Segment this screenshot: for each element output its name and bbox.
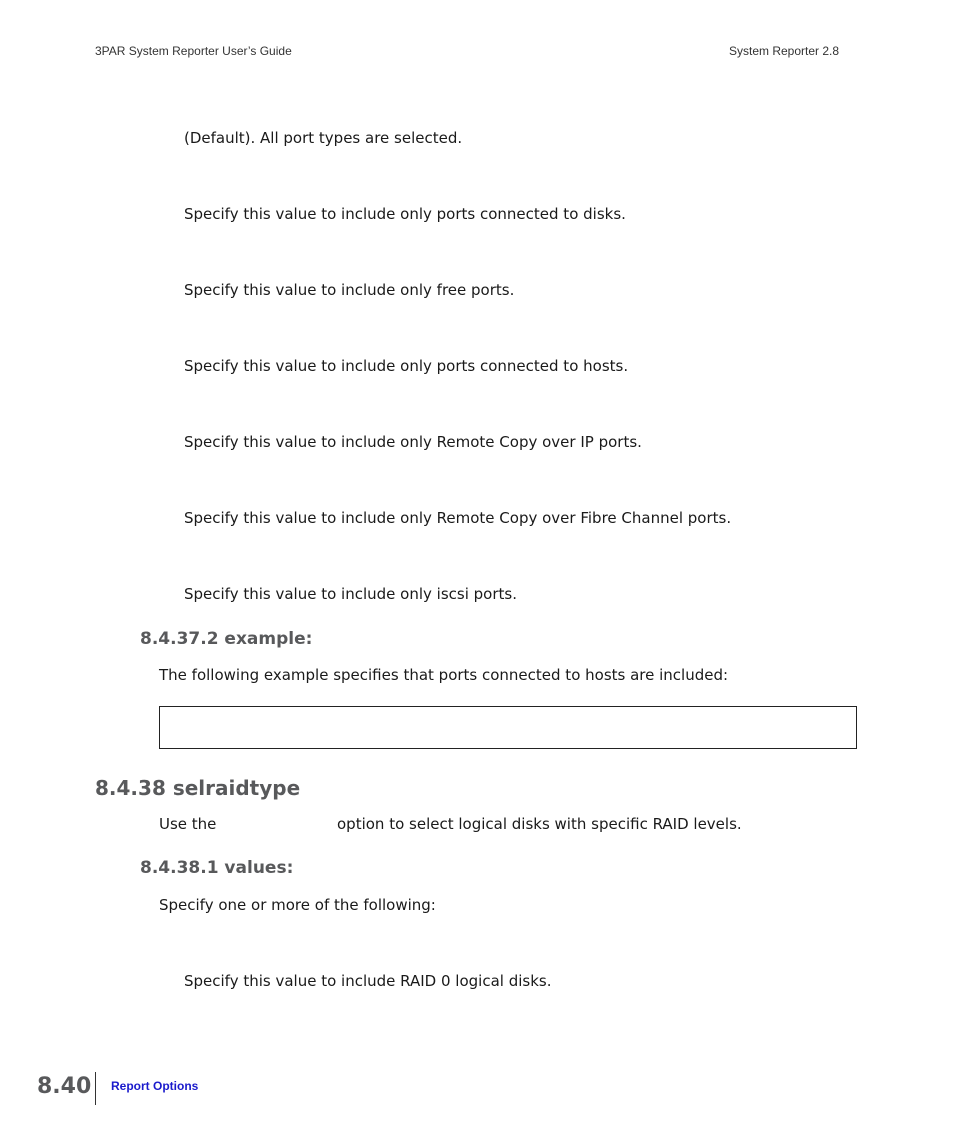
running-header-title: 3PAR System Reporter User’s Guide [95, 44, 292, 58]
footer-divider [95, 1072, 96, 1105]
selraidtype-values-heading: 8.4.38.1 values: [140, 858, 294, 878]
selraidtype-intro-before: Use the [159, 815, 217, 833]
port-type-free-description: Specify this value to include only free ports. [184, 281, 515, 299]
example-code-box [159, 706, 857, 749]
port-type-rcfc-description: Specify this value to include only Remote Copy over Fibre Channel ports. [184, 509, 732, 527]
raid-0-description: Specify this value to include RAID 0 logical disks. [184, 972, 552, 990]
port-type-rcip-description: Specify this value to include only Remote Copy over IP ports. [184, 433, 642, 451]
page-number: 8.40 [37, 1074, 92, 1099]
selraidtype-intro-after: option to select logical disks with specific RAID levels. [337, 815, 742, 833]
port-type-iscsi-description: Specify this value to include only iscsi ports. [184, 585, 517, 603]
running-header-version: System Reporter 2.8 [729, 44, 840, 58]
footer-section-link[interactable]: Report Options [111, 1079, 199, 1093]
port-type-default-description: (Default). All port types are selected. [184, 129, 463, 147]
example-heading: 8.4.37.2 example: [140, 629, 313, 649]
port-type-host-description: Specify this value to include only ports connected to hosts. [184, 357, 629, 375]
selraidtype-values-intro: Specify one or more of the following: [159, 896, 436, 914]
selraidtype-heading: 8.4.38 selraidtype [95, 776, 301, 800]
port-type-disk-description: Specify this value to include only ports connected to disks. [184, 205, 626, 223]
example-intro: The following example specifies that ports connected to hosts are included: [159, 666, 729, 684]
